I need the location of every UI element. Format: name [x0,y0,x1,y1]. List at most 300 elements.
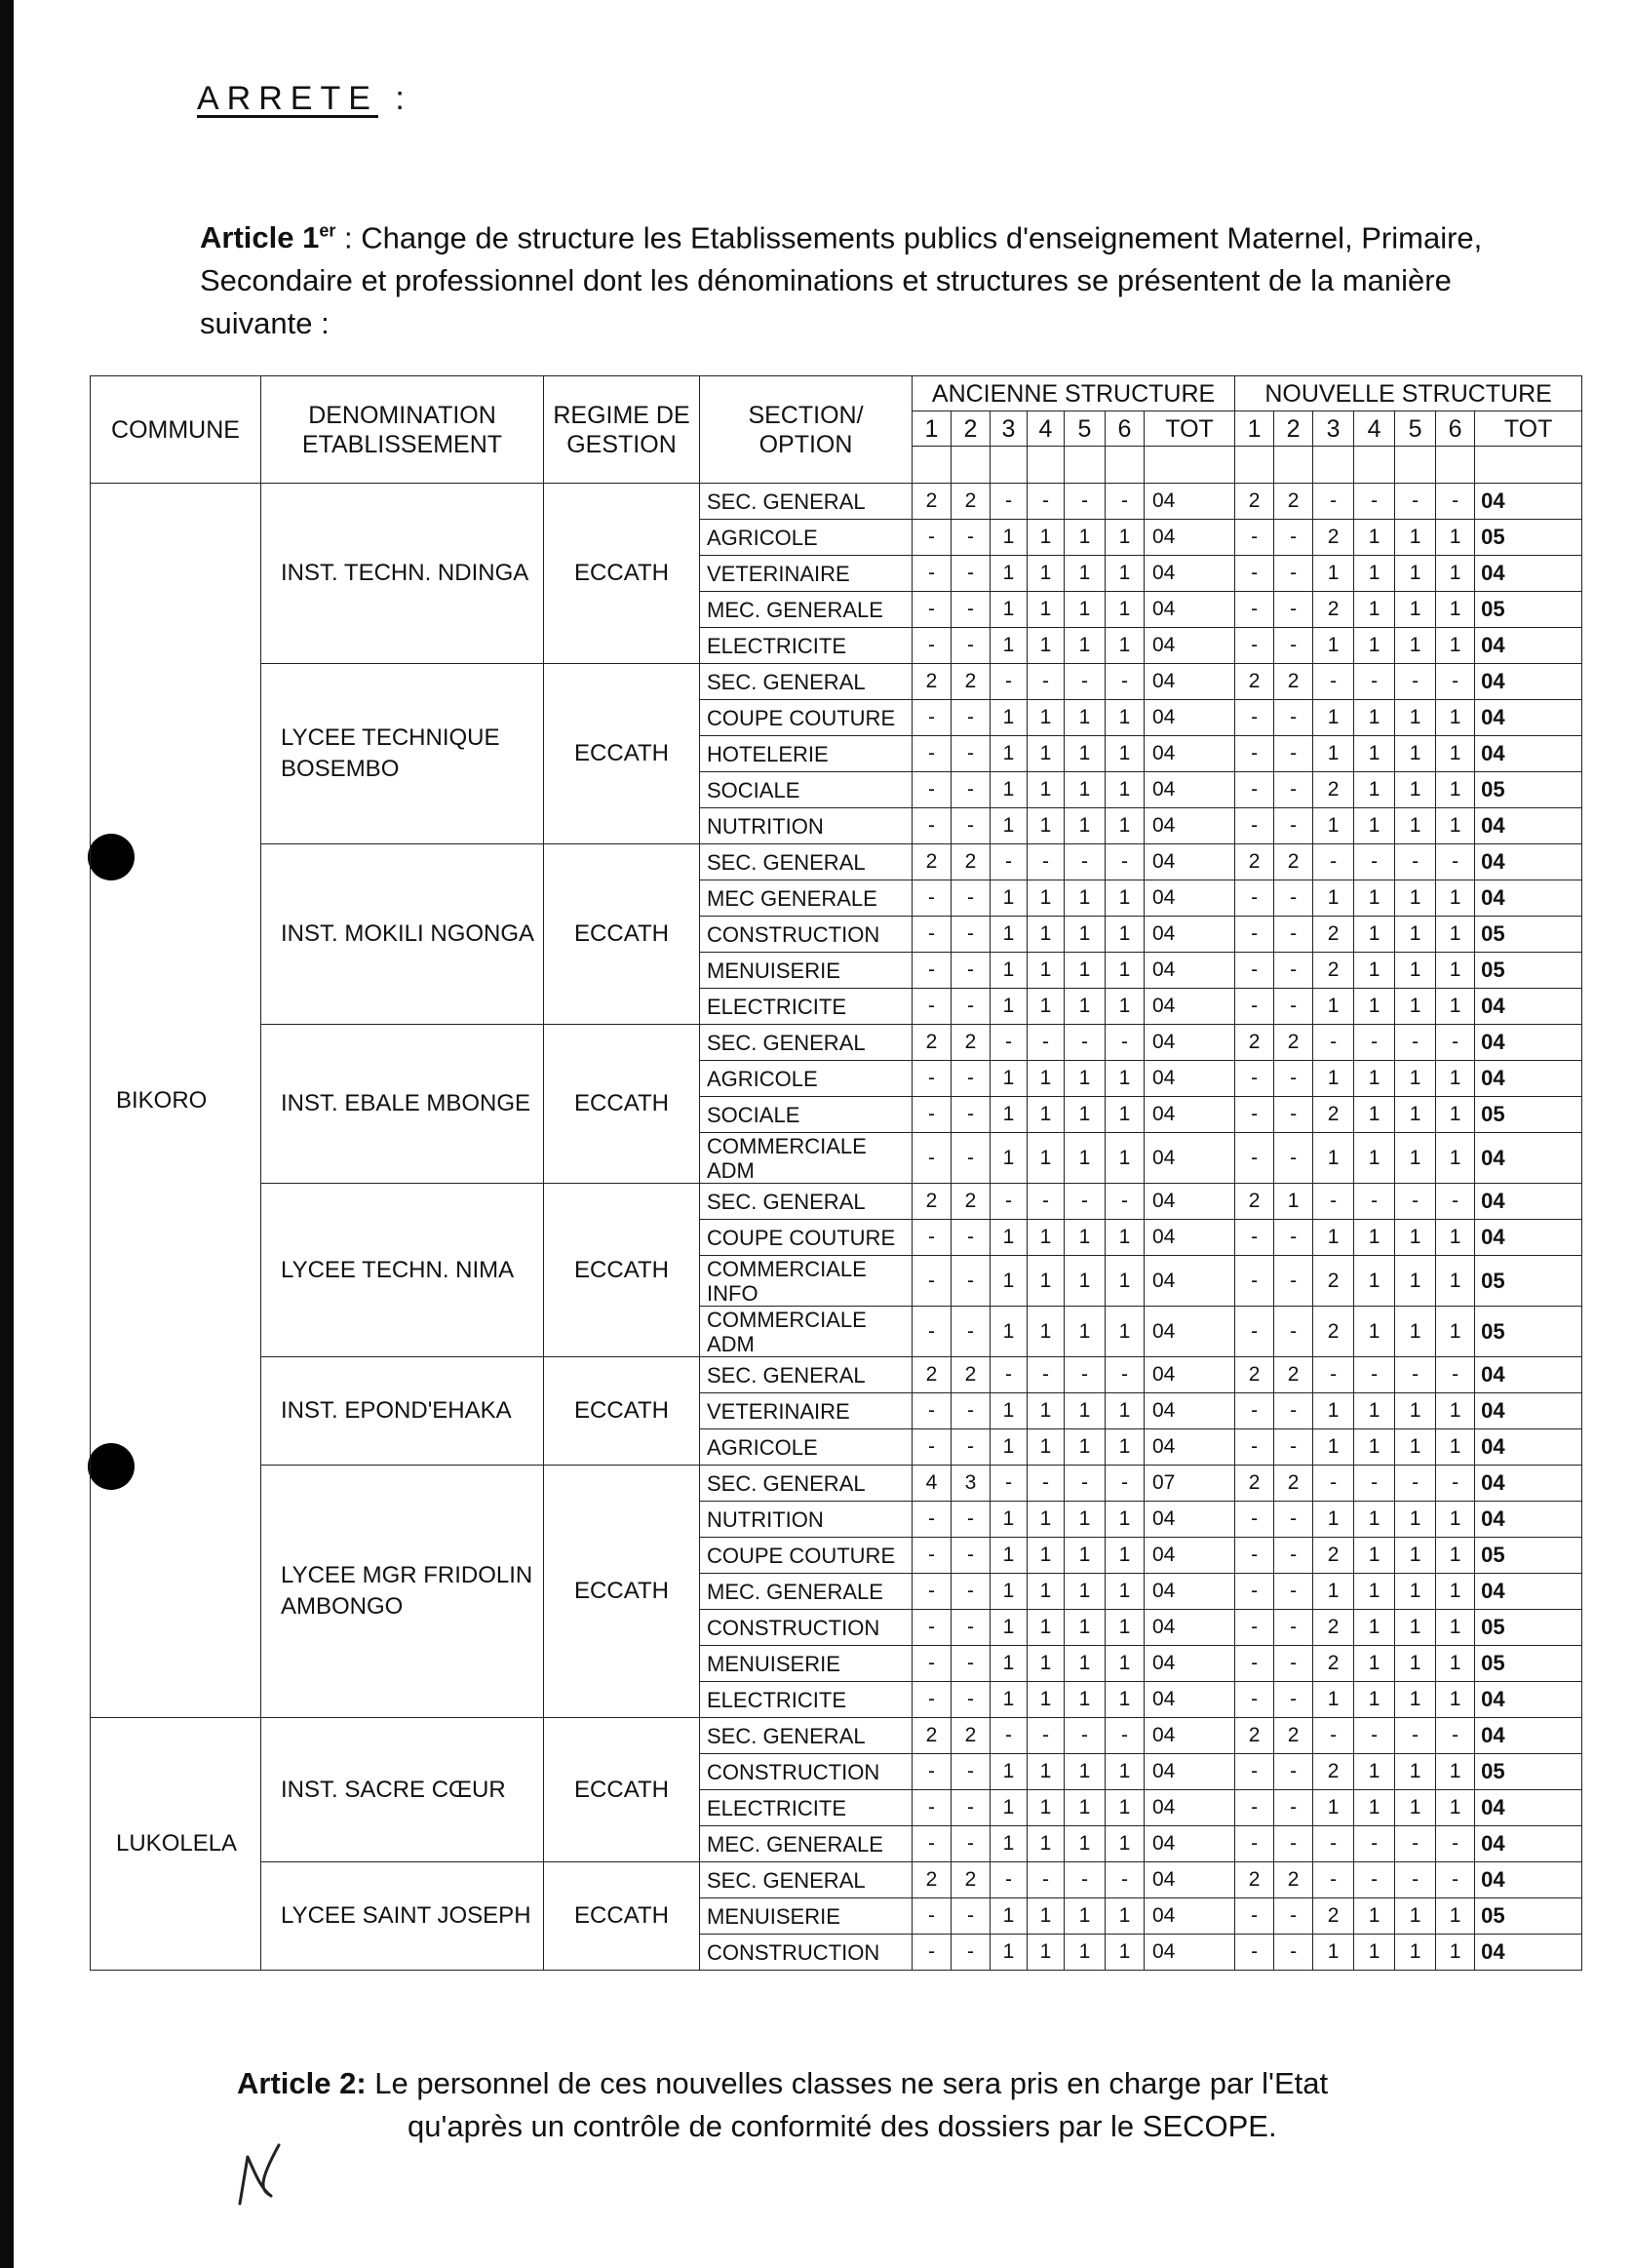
new-structure-cell: 2 [1235,1862,1274,1898]
old-structure-cell: 1 [1028,1574,1065,1610]
old-structure-cell: 1 [1028,520,1065,556]
new-structure-cell: 04 [1475,1574,1582,1610]
section-option: COUPE COUTURE [700,700,913,736]
section-option: AGRICOLE [700,1061,913,1097]
old-structure-cell: - [952,1097,991,1133]
old-structure-cell: 1 [1028,1682,1065,1718]
old-structure-cell: - [991,1184,1028,1220]
new-structure-cell: 2 [1313,1256,1354,1307]
new-structure-cell: 2 [1274,844,1313,880]
new-structure-cell: 1 [1395,700,1436,736]
new-structure-cell: 1 [1313,989,1354,1025]
new-structure-cell: - [1274,1826,1313,1862]
old-structure-cell: 04 [1145,917,1235,953]
new-structure-cell: - [1274,1682,1313,1718]
old-structure-cell: 1 [991,1574,1028,1610]
handwritten-initial [232,2135,300,2213]
new-structure-cell: 1 [1354,1393,1395,1429]
old-structure-cell: - [952,772,991,808]
new-structure-cell: 1 [1436,628,1475,664]
old-structure-cell: 1 [1065,1429,1106,1466]
section-option: HOTELERIE [700,736,913,772]
old-structure-cell: 1 [1028,989,1065,1025]
section-option: MENUISERIE [700,1646,913,1682]
section-option: ELECTRICITE [700,1682,913,1718]
new-structure-cell: 1 [1313,1682,1354,1718]
old-structure-cell: 1 [1028,808,1065,844]
old-structure-cell: - [913,1754,952,1790]
new-structure-cell: 05 [1475,1097,1582,1133]
new-structure-cell: 1 [1395,917,1436,953]
new-structure-cell: - [1436,1025,1475,1061]
new-structure-cell: 04 [1475,1935,1582,1971]
old-structure-cell: 1 [1106,808,1145,844]
old-structure-cell: 04 [1145,556,1235,592]
old-structure-cell: 04 [1145,989,1235,1025]
old-structure-cell: 1 [1106,917,1145,953]
old-structure-cell: - [913,1307,952,1357]
new-structure-cell: - [1235,1935,1274,1971]
old-structure-cell: - [913,628,952,664]
old-structure-cell: - [952,1538,991,1574]
new-structure-cell: - [1395,664,1436,700]
old-structure-cell: 07 [1145,1466,1235,1502]
old-structure-cell: 1 [1065,1256,1106,1307]
new-structure-cell: - [1235,1574,1274,1610]
new-structure-cell: 2 [1313,1898,1354,1935]
old-structure-cell: 04 [1145,520,1235,556]
section-option: COMMERCIALE INFO [700,1256,913,1307]
old-structure-cell: - [952,1307,991,1357]
old-structure-cell: 1 [1028,1307,1065,1357]
old-structure-cell: 04 [1145,953,1235,989]
new-structure-cell: - [1235,556,1274,592]
new-structure-cell: 2 [1235,484,1274,520]
old-structure-cell: 1 [991,1502,1028,1538]
old-structure-cell: - [952,556,991,592]
regime-gestion: ECCATH [544,1466,700,1718]
old-structure-cell: 1 [1028,736,1065,772]
old-structure-cell: 1 [1065,1393,1106,1429]
new-structure-cell: - [1274,1097,1313,1133]
table-row [91,664,1582,700]
col-old-6: 6 [1106,411,1145,447]
new-structure-cell: 1 [1354,1935,1395,1971]
new-structure-cell: 1 [1395,880,1436,917]
new-structure-cell: - [1274,700,1313,736]
new-structure-cell: - [1235,953,1274,989]
old-structure-cell: 1 [1065,1133,1106,1184]
old-structure-cell: - [1028,664,1065,700]
old-structure-cell: - [913,592,952,628]
new-structure-cell: 1 [1395,1307,1436,1357]
old-structure-cell: 1 [991,1429,1028,1466]
new-structure-cell: 2 [1274,1357,1313,1393]
new-structure-cell: 2 [1313,520,1354,556]
new-structure-cell: 1 [1436,592,1475,628]
new-structure-cell: 1 [1395,1097,1436,1133]
new-structure-cell: 1 [1395,1574,1436,1610]
old-structure-cell: 04 [1145,844,1235,880]
new-structure-cell: 1 [1436,1133,1475,1184]
old-structure-cell: - [952,1256,991,1307]
col-new-5: 5 [1395,411,1436,447]
new-structure-cell: - [1235,880,1274,917]
old-structure-cell: 2 [913,1025,952,1061]
old-structure-cell: 1 [1106,1061,1145,1097]
old-structure-cell: 1 [1028,1610,1065,1646]
new-structure-cell: 1 [1313,808,1354,844]
old-structure-cell: - [913,1393,952,1429]
old-structure-cell: - [952,700,991,736]
new-structure-cell: 2 [1235,1466,1274,1502]
section-option: MENUISERIE [700,953,913,989]
old-structure-cell: - [1028,1862,1065,1898]
old-structure-cell: 1 [1106,1256,1145,1307]
new-structure-cell: 2 [1274,1862,1313,1898]
old-structure-cell: - [913,1133,952,1184]
new-structure-cell: 04 [1475,1682,1582,1718]
old-structure-cell: 1 [1106,1646,1145,1682]
old-structure-cell: 1 [991,1307,1028,1357]
old-structure-cell: 1 [1106,989,1145,1025]
new-structure-cell: 05 [1475,1754,1582,1790]
old-structure-cell: 1 [1065,1682,1106,1718]
old-structure-cell: - [1028,1357,1065,1393]
new-structure-cell: - [1354,664,1395,700]
new-structure-cell: - [1313,1862,1354,1898]
old-structure-cell: - [913,520,952,556]
old-structure-cell: 04 [1145,1646,1235,1682]
old-structure-cell: 2 [913,484,952,520]
new-structure-cell: 1 [1313,1790,1354,1826]
old-structure-cell: 04 [1145,736,1235,772]
section-option: NUTRITION [700,808,913,844]
new-structure-cell: - [1274,592,1313,628]
section-option: SEC. GENERAL [700,1357,913,1393]
col-new-2: 2 [1274,411,1313,447]
new-structure-cell: 1 [1354,1898,1395,1935]
old-structure-cell: - [1065,664,1106,700]
new-structure-cell: 1 [1436,1898,1475,1935]
new-structure-cell: 05 [1475,592,1582,628]
old-structure-cell: 1 [1065,628,1106,664]
new-structure-cell: - [1235,1682,1274,1718]
col-new-6: 6 [1436,411,1475,447]
new-structure-cell: 04 [1475,1025,1582,1061]
new-structure-cell: 2 [1274,484,1313,520]
new-structure-cell: - [1436,1718,1475,1754]
old-structure-cell: 1 [1106,953,1145,989]
old-structure-cell: 3 [952,1466,991,1502]
new-structure-cell: 1 [1395,1393,1436,1429]
new-structure-cell: 05 [1475,1610,1582,1646]
new-structure-cell: - [1235,1754,1274,1790]
new-structure-cell: 2 [1274,1025,1313,1061]
new-structure-cell: 1 [1395,1256,1436,1307]
new-structure-cell: 1 [1436,880,1475,917]
section-option: VETERINAIRE [700,1393,913,1429]
new-structure-cell: 1 [1313,880,1354,917]
old-structure-cell: - [952,1574,991,1610]
old-structure-cell: 1 [1065,989,1106,1025]
new-structure-cell: 1 [1395,592,1436,628]
old-structure-cell: 1 [991,989,1028,1025]
old-structure-cell: - [1106,1357,1145,1393]
new-structure-cell: 1 [1354,1256,1395,1307]
new-structure-cell: - [1313,1357,1354,1393]
old-structure-cell: - [1028,1025,1065,1061]
new-structure-cell: 1 [1313,1133,1354,1184]
old-structure-cell: - [1065,1466,1106,1502]
new-structure-cell: 05 [1475,1256,1582,1307]
new-structure-cell: 04 [1475,1184,1582,1220]
old-structure-cell: 1 [1065,700,1106,736]
new-structure-cell: 04 [1475,1061,1582,1097]
section-option: SEC. GENERAL [700,1184,913,1220]
new-structure-cell: - [1313,1466,1354,1502]
new-structure-cell: 04 [1475,1502,1582,1538]
old-structure-cell: - [952,1826,991,1862]
new-structure-cell: 04 [1475,556,1582,592]
new-structure-cell: 04 [1475,664,1582,700]
old-structure-cell: - [913,1502,952,1538]
old-structure-cell: - [913,1256,952,1307]
new-structure-cell: 1 [1354,736,1395,772]
new-structure-cell: - [1354,844,1395,880]
old-structure-cell: 1 [1106,1502,1145,1538]
old-structure-cell: - [952,1682,991,1718]
new-structure-cell: - [1395,484,1436,520]
old-structure-cell: 1 [1028,1754,1065,1790]
new-structure-cell: 1 [1436,1682,1475,1718]
new-structure-cell: 04 [1475,989,1582,1025]
new-structure-cell: - [1395,1718,1436,1754]
new-structure-cell: 05 [1475,1307,1582,1357]
old-structure-cell: - [952,1502,991,1538]
old-structure-cell: 1 [1028,592,1065,628]
section-option: COUPE COUTURE [700,1538,913,1574]
section-option: CONSTRUCTION [700,917,913,953]
new-structure-cell: 1 [1354,880,1395,917]
new-structure-cell: 2 [1235,1184,1274,1220]
old-structure-cell: 04 [1145,1826,1235,1862]
old-structure-cell: 1 [991,808,1028,844]
old-structure-cell: - [1106,484,1145,520]
old-structure-cell: 1 [1028,1826,1065,1862]
old-structure-cell: 04 [1145,1538,1235,1574]
new-structure-cell: - [1395,1826,1436,1862]
new-structure-cell: 1 [1354,917,1395,953]
old-structure-cell: - [1028,484,1065,520]
new-structure-cell: 1 [1395,1935,1436,1971]
old-structure-cell: 1 [1065,808,1106,844]
old-structure-cell: 04 [1145,1718,1235,1754]
new-structure-cell: 1 [1395,808,1436,844]
new-structure-cell: - [1235,1061,1274,1097]
section-option: SEC. GENERAL [700,1025,913,1061]
old-structure-cell: 04 [1145,1097,1235,1133]
old-structure-cell: - [913,1790,952,1826]
new-structure-cell: 2 [1235,1025,1274,1061]
old-structure-cell: - [991,1357,1028,1393]
new-structure-cell: - [1235,808,1274,844]
new-structure-cell: 1 [1436,1502,1475,1538]
new-structure-cell: - [1274,1061,1313,1097]
old-structure-cell: - [1065,1718,1106,1754]
establishment-name: LYCEE TECHN. NIMA [261,1184,544,1357]
new-structure-cell: 04 [1475,808,1582,844]
section-option: MEC. GENERALE [700,1826,913,1862]
old-structure-cell: 1 [991,1393,1028,1429]
establishment-name: INST. EBALE MBONGE [261,1025,544,1184]
new-structure-cell: 1 [1395,989,1436,1025]
new-structure-cell: - [1274,556,1313,592]
old-structure-cell: - [913,1682,952,1718]
new-structure-cell: - [1274,1646,1313,1682]
old-structure-cell: - [952,628,991,664]
old-structure-cell: 1 [1065,1097,1106,1133]
old-structure-cell: 1 [1106,556,1145,592]
new-structure-cell: 1 [1436,736,1475,772]
new-structure-cell: - [1235,1790,1274,1826]
new-structure-cell: 1 [1313,700,1354,736]
new-structure-cell: - [1235,1429,1274,1466]
new-structure-cell: 1 [1395,1682,1436,1718]
old-structure-cell: - [991,664,1028,700]
old-structure-cell: 1 [1106,1133,1145,1184]
new-structure-cell: 1 [1436,1429,1475,1466]
old-structure-cell: - [952,880,991,917]
regime-gestion: ECCATH [544,1025,700,1184]
new-structure-cell: 1 [1395,1538,1436,1574]
old-structure-cell: 2 [952,1718,991,1754]
section-option: SOCIALE [700,772,913,808]
old-structure-cell: 1 [1028,1133,1065,1184]
old-structure-cell: 1 [1028,1429,1065,1466]
new-structure-cell: - [1313,484,1354,520]
old-structure-cell: 1 [1065,1754,1106,1790]
old-structure-cell: 1 [1106,1429,1145,1466]
old-structure-cell: 1 [991,1220,1028,1256]
old-structure-cell: 04 [1145,1357,1235,1393]
new-structure-cell: 1 [1395,628,1436,664]
old-structure-cell: 1 [991,1256,1028,1307]
old-structure-cell: 1 [1028,1538,1065,1574]
old-structure-cell: - [952,1790,991,1826]
old-structure-cell: 04 [1145,1574,1235,1610]
new-structure-cell: - [1235,1256,1274,1307]
new-structure-cell: 1 [1354,808,1395,844]
old-structure-cell: 1 [991,880,1028,917]
new-structure-cell: 04 [1475,1393,1582,1429]
old-structure-cell: - [913,556,952,592]
new-structure-cell: 1 [1436,808,1475,844]
new-structure-cell: 1 [1395,520,1436,556]
old-structure-cell: 2 [913,664,952,700]
new-structure-cell: 1 [1313,1574,1354,1610]
section-option: COUPE COUTURE [700,1220,913,1256]
section-option: CONSTRUCTION [700,1935,913,1971]
article-1 [200,210,1526,345]
old-structure-cell: - [1106,664,1145,700]
new-structure-cell: 2 [1313,1307,1354,1357]
old-structure-cell: 04 [1145,1790,1235,1826]
old-structure-cell: 1 [1028,880,1065,917]
new-structure-cell: - [1274,1133,1313,1184]
old-structure-cell: - [913,1574,952,1610]
new-structure-cell: - [1313,844,1354,880]
old-structure-cell: 1 [1028,1898,1065,1935]
old-structure-cell: 1 [991,1935,1028,1971]
old-structure-cell: 2 [913,844,952,880]
old-structure-cell: 04 [1145,592,1235,628]
new-structure-cell: 04 [1475,484,1582,520]
new-structure-cell: - [1235,1538,1274,1574]
article-2-label: Article 2: [237,2066,367,2100]
old-structure-cell: 1 [991,1646,1028,1682]
section-option: SEC. GENERAL [700,664,913,700]
old-structure-cell: - [1106,1025,1145,1061]
old-structure-cell: 1 [1106,1682,1145,1718]
new-structure-cell: 05 [1475,1646,1582,1682]
page-heading: ARRETE : [197,80,412,117]
table-row [91,1025,1582,1061]
new-structure-cell: 05 [1475,772,1582,808]
col-new-1: 1 [1235,411,1274,447]
old-structure-cell: 1 [991,1610,1028,1646]
new-structure-cell: - [1395,1184,1436,1220]
new-structure-cell: 1 [1436,1061,1475,1097]
new-structure-cell: - [1235,772,1274,808]
old-structure-cell: - [913,808,952,844]
new-structure-cell: 1 [1354,1646,1395,1682]
old-structure-cell: 2 [913,1718,952,1754]
table-row [91,484,1582,520]
new-structure-cell: - [1436,844,1475,880]
new-structure-cell: 2 [1313,772,1354,808]
article-2-line2: qu'après un contrôle de conformité des dossiers par le SECOPE. [408,2109,1277,2143]
new-structure-cell: 1 [1354,772,1395,808]
old-structure-cell: 1 [1106,736,1145,772]
new-structure-cell: - [1436,1184,1475,1220]
new-structure-cell: - [1235,1133,1274,1184]
section-option: AGRICOLE [700,1429,913,1466]
new-structure-cell: - [1313,664,1354,700]
new-structure-cell: - [1235,1898,1274,1935]
section-option: MENUISERIE [700,1898,913,1935]
old-structure-cell: - [913,1429,952,1466]
new-structure-cell: 1 [1436,917,1475,953]
new-structure-cell: - [1235,592,1274,628]
new-structure-cell: 1 [1436,1307,1475,1357]
table-row [91,1466,1582,1502]
regime-gestion: ECCATH [544,1184,700,1357]
old-structure-cell: 1 [991,1097,1028,1133]
old-structure-cell: 1 [991,1682,1028,1718]
old-structure-cell: 1 [1106,1097,1145,1133]
new-structure-cell: 2 [1235,1718,1274,1754]
old-structure-cell: 1 [991,1133,1028,1184]
old-structure-cell: 04 [1145,1935,1235,1971]
new-structure-cell: - [1274,1256,1313,1307]
col-header-denomination: DENOMINATION ETABLISSEMENT [261,376,544,484]
old-structure-cell: 04 [1145,1307,1235,1357]
new-structure-cell: 2 [1313,1097,1354,1133]
old-structure-cell: 1 [1106,1393,1145,1429]
new-structure-cell: - [1395,844,1436,880]
old-structure-cell: 1 [1028,953,1065,989]
